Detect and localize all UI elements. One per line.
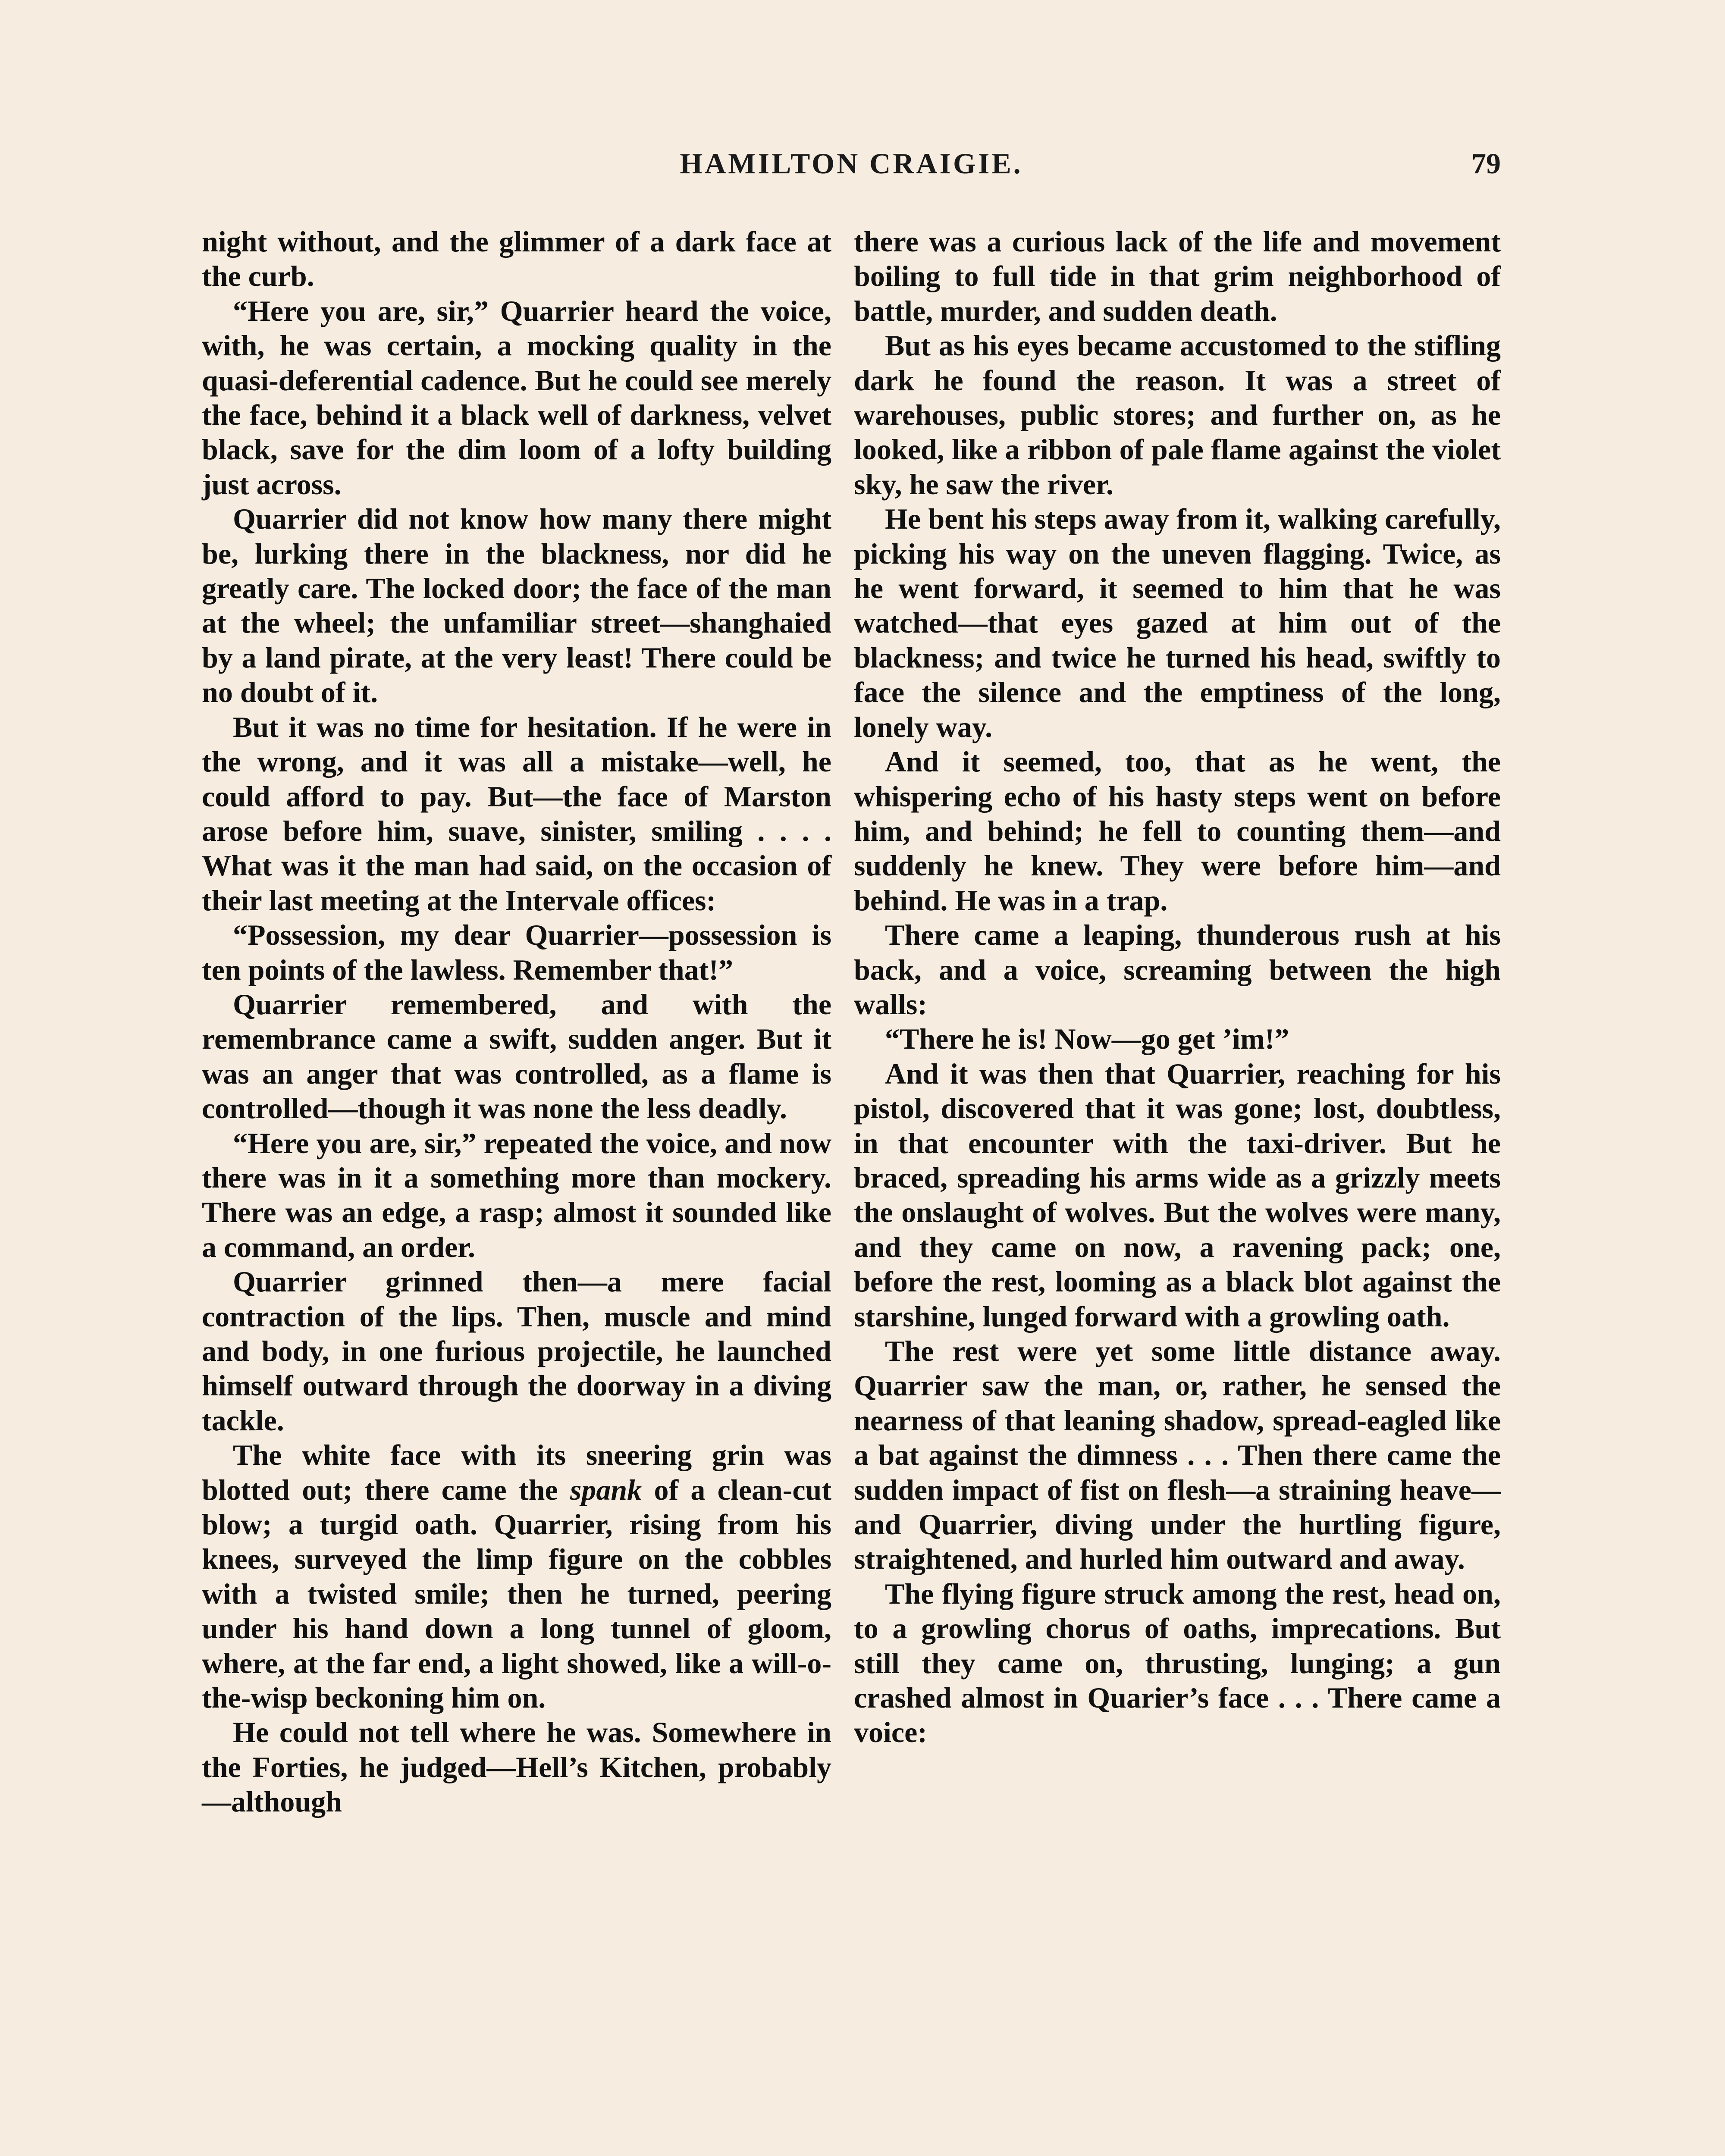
page-number: 79 — [1471, 147, 1501, 180]
paragraph: But it was no time for hesitation. If he were in the wrong, and it was all a mistake—well, he could afford to pay. But—the face of Marston arose before him, suave, sinister, smiling . . . . What was it the man had said, on the occasion of their last meeting at the Intervale offices: — [202, 710, 831, 917]
page-header — [202, 147, 1501, 194]
paragraph: “Here you are, sir,” Quarrier heard the voice, with, he was certain, a mocking quality in the quasi-deferential cadence. But he could see merely the face, behind it a black well of darkness, velvet black, save for the dim loom of a lofty building just across. — [202, 294, 831, 501]
right-column — [854, 224, 1501, 1750]
paragraph: there was a curious lack of the life and movement boiling to full tide in that grim neighborhood of battle, murder, and sudden death. — [854, 225, 1501, 327]
paragraph: Quarrier grinned then—a mere facial contraction of the lips. Then, muscle and mind and body, in one furious projectile, he launched himself outward through the doorway in a diving tackle. — [202, 1265, 831, 1437]
paragraph: Quarrier did not know how many there might be, lurking there in the blackness, nor did he greatly care. The locked door; the face of the man at the wheel; the unfamiliar street—shanghaied by a land pirate, at the very least! There could be no doubt of it. — [202, 502, 831, 709]
left-column — [202, 224, 831, 1819]
paragraph: And it seemed, too, that as he went, the whispering echo of his hasty steps went on before him, and behind; he fell to counting them—and suddenly he knew. They were before him—and behind. He was in a trap. — [854, 745, 1501, 917]
paragraph: night without, and the glimmer of a dark face at the curb. — [202, 225, 831, 293]
paragraph-text: of a clean-cut blow; a turgid oath. Quarrier, rising from his knees, surveyed the limp figure on the cobbles with a twisted smile; then he turned, peering under his hand down a long tunnel of gloom, where, at the far end, a light showed, like a will-o-the-wisp beckoning him on. — [202, 1473, 831, 1714]
paragraph: He could not tell where he was. Somewhere in the Forties, he judged—Hell’s Kitchen, probably—although — [202, 1716, 831, 1818]
paragraph — [202, 1438, 831, 1715]
paragraph: The flying figure struck among the rest, head on, to a growling chorus of oaths, imprecations. But still they came on, thrusting, lunging; a gun crashed almost in Quarier’s face . . . There came a voice: — [854, 1577, 1501, 1749]
paragraph: And it was then that Quarrier, reaching for his pistol, discovered that it was gone; lost, doubtless, in that encounter with the taxi-driver. But he braced, spreading his arms wide as a grizzly meets the onslaught of wolves. But the wolves were many, and they came on now, a ravening pack; one, before the rest, looming as a black blot against the starshine, lunged forward with a growling oath. — [854, 1057, 1501, 1333]
paragraph: But as his eyes became accustomed to the stifling dark he found the reason. It was a street of warehouses, public stores; and further on, as he looked, like a ribbon of pale flame against the violet sky, he saw the river. — [854, 329, 1501, 501]
paragraph: “Possession, my dear Quarrier—possession is ten points of the lawless. Remember that!” — [202, 918, 831, 986]
paragraph: There came a leaping, thunderous rush at his back, and a voice, screaming between the high walls: — [854, 918, 1501, 1021]
paragraph: “There he is! Now—go get ’im!” — [885, 1022, 1289, 1056]
paragraph: He bent his steps away from it, walking carefully, picking his way on the uneven flagging. Twice, as he went forward, it seemed to him that he was watched—that eyes gazed at him out of the blackness; and twice he turned his head, swiftly to face the silence and the emptiness of the long, lonely way. — [854, 502, 1501, 743]
italic-word: spank — [570, 1473, 642, 1506]
running-head: HAMILTON CRAIGIE. — [680, 147, 1023, 180]
paragraph: Quarrier remembered, and with the remembrance came a swift, sudden anger. But it was an anger that was controlled, as a flame is controlled—though it was none the less deadly. — [202, 987, 831, 1125]
paragraph: “Here you are, sir,” repeated the voice, and now there was in it a something more than mockery. There was an edge, a rasp; almost it sounded like a command, an order. — [202, 1126, 831, 1263]
paragraph-text: The white face with its sneering grin was blotted out; there came the — [202, 1438, 831, 1506]
paragraph: The rest were yet some little distance away. Quarrier saw the man, or, rather, he sensed the nearness of that leaning shadow, spread-eagled like a bat against the dimness . . . Then there came the sudden impact of fist on flesh—a straining heave—and Quarrier, diving under the hurtling figure, straightened, and hurled him outward and away. — [854, 1335, 1501, 1576]
